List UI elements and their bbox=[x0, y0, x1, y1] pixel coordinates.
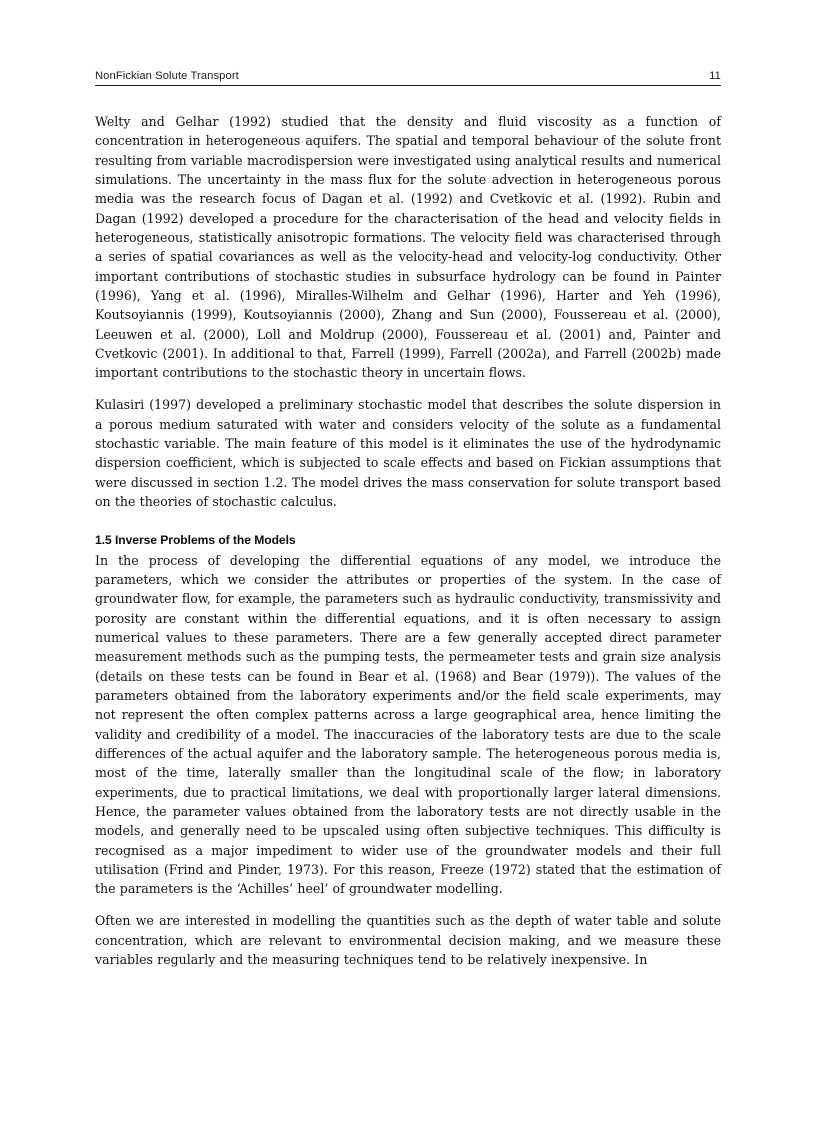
paragraph-1: Welty and Gelhar (1992) studied that the density and fluid viscosity as a function of concentration in heterogeneous aquifers. The spatial and temporal behaviour of the solute front resulting from variable macrodispersion were investigated using analytical results and numerical simulations. The uncertainty in the mass flux for the solute advection in heterogeneous porous media was the research focus of Dagan et al. (1992) and Cvetkovic et al. (1992). Rubin and Dagan (1992) developed a procedure for the characterisation of the head and velocity fields in heterogeneous, statistically anisotropic formations. The velocity field was characterised through a series of spatial covariances as well as the velocity-head and velocity-log conductivity. Other important contributions of stochastic studies in subsurface hydrology can be found in Painter (1996), Yang et al. (1996), Miralles-Wilhelm and Gelhar (1996), Harter and Yeh (1996), Koutsoyiannis (1999), Koutsoyiannis (2000), Zhang and Sun (2000), Foussereau et al. (2000), Leeuwen et al. (2000), Loll and Moldrup (2000), Foussereau et al. (2001) and, Painter and Cvetkovic (2001). In additional to that, Farrell (1999), Farrell (2002a), and Farrell (2002b) made important contributions to the stochastic theory in uncertain flows. bbox=[95, 114, 721, 381]
heading-spacer bbox=[95, 511, 721, 530]
page-number: 11 bbox=[709, 70, 721, 82]
paragraph-2: Kulasiri (1997) developed a preliminary stochastic model that describes the solute dispersion in a porous medium saturated with water and considers velocity of the solute as a fundamental stochastic variable. The main feature of this model is it eliminates the use of the hydrodynamic dispersion coefficient, which is subjected to scale effects and based on Fickian assumptions that were discussed in section 1.2. The model drives the mass conservation for solute transport based on the theories of stochastic calculus. bbox=[95, 397, 721, 510]
paragraph-3: In the process of developing the differential equations of any model, we introduce the parameters, which we consider the attributes or properties of the system. In the case of groundwater flow, for example, the parameters such as hydraulic conductivity, transmissivity and porosity are constant within the differential equations, and it is often necessary to assign numerical values to these parameters. There are a few generally accepted direct parameter measurement methods such as the pumping tests, the permeameter tests and grain size analysis (details on these tests can be found in Bear et al. (1968) and Bear (1979)). The values of the parameters obtained from the laboratory experiments and/or the field scale experiments, may not represent the often complex patterns across a large geographical area, hence limiting the validity and credibility of a model. The inaccuracies of the laboratory tests are due to the scale differences of the actual aquifer and the laboratory sample. The heterogeneous porous media is, most of the time, laterally smaller than the longitudinal scale of the flow; in laboratory experiments, due to practical limitations, we deal with proportionally larger lateral dimensions. Hence, the parameter values obtained from the laboratory tests are not directly usable in the models, and generally need to be upscaled using often subjective techniques. This difficulty is recognised as a major impediment to wider use of the groundwater models and their full utilisation (Frind and Pinder, 1973). For this reason, Freeze (1972) stated that the estimation of the parameters is the ‘Achilles’ heel’ of groundwater modelling. bbox=[95, 552, 721, 897]
section-heading-1-5: 1.5 Inverse Problems of the Models bbox=[95, 533, 296, 548]
paragraph-4: Often we are interested in modelling the quantities such as the depth of water table and solute concentration, which are relevant to environmental decision making, and we measure these variables regularly and the measuring techniques tend to be relatively inexpensive. In bbox=[95, 913, 721, 967]
running-header-title: NonFickian Solute Transport bbox=[95, 70, 239, 82]
text-column bbox=[95, 112, 721, 969]
running-header bbox=[95, 70, 721, 86]
